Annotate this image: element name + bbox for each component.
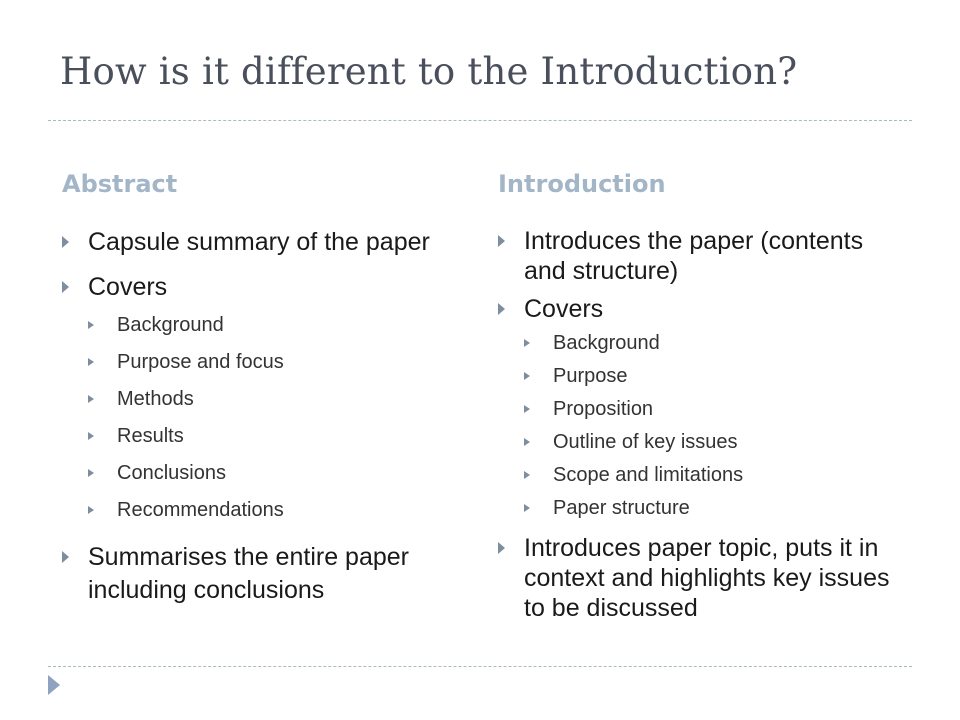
list-item: [498, 226, 908, 286]
bullet-triangle-icon: [524, 339, 530, 347]
introduction-bullet-list: [498, 226, 908, 623]
bullet-triangle-icon: [524, 504, 530, 512]
sub-list-item: [524, 426, 908, 459]
column-heading-abstract: Abstract: [62, 170, 178, 198]
bullet-triangle-icon: [524, 405, 530, 413]
bullet-triangle-icon: [88, 321, 94, 329]
sub-list-item: [524, 459, 908, 492]
abstract-sub-list: [88, 307, 472, 529]
bullet-triangle-icon: [524, 438, 530, 446]
title-divider: [48, 120, 912, 121]
bullet-triangle-icon: [498, 542, 505, 554]
footer-divider: [48, 666, 912, 667]
sub-list-item: [88, 418, 472, 455]
bullet-triangle-icon: [498, 303, 505, 315]
column-heading-introduction: Introduction: [498, 170, 666, 198]
list-item-text: Capsule summary of the paper: [88, 228, 430, 256]
abstract-bullet-list: [62, 226, 472, 607]
bullet-triangle-icon: [524, 372, 530, 380]
list-item-text: Introduces the paper (contents and structure): [524, 227, 864, 285]
triangle-right-icon: [48, 675, 60, 695]
sub-list-item: [88, 381, 472, 418]
bullet-triangle-icon: [88, 395, 94, 403]
introduction-column: [498, 226, 908, 623]
sub-list-item-text: Methods: [117, 388, 194, 410]
bullet-triangle-icon: [88, 506, 94, 514]
sub-list-item: [524, 492, 908, 525]
sub-list-item-text: Conclusions: [117, 462, 226, 484]
bullet-triangle-icon: [62, 551, 69, 563]
sub-list-item-text: Purpose and focus: [117, 351, 284, 373]
introduction-sub-list: [524, 327, 908, 525]
bullet-triangle-icon: [498, 235, 505, 247]
bullet-triangle-icon: [62, 281, 69, 293]
list-item: [498, 294, 908, 525]
list-item: [498, 533, 908, 623]
sub-list-item: [88, 492, 472, 529]
bullet-triangle-icon: [88, 469, 94, 477]
sub-list-item-text: Background: [553, 332, 660, 354]
sub-list-item: [524, 393, 908, 426]
bullet-triangle-icon: [88, 358, 94, 366]
sub-list-item: [88, 455, 472, 492]
abstract-column: [62, 226, 472, 607]
list-item: [62, 541, 472, 607]
sub-list-item-text: Results: [117, 425, 184, 447]
slide-title: How is it different to the Introduction?: [60, 50, 798, 93]
sub-list-item-text: Scope and limitations: [553, 464, 744, 486]
list-item-text: Introduces paper topic, puts it in context and highlights key issues to be discussed: [524, 534, 890, 622]
bullet-triangle-icon: [88, 432, 94, 440]
list-item-text: Covers: [524, 295, 604, 323]
bullet-triangle-icon: [62, 236, 69, 248]
bullet-triangle-icon: [524, 471, 530, 479]
sub-list-item-text: Paper structure: [553, 497, 690, 519]
sub-list-item: [88, 307, 472, 344]
sub-list-item: [88, 344, 472, 381]
sub-list-item: [524, 360, 908, 393]
list-item-text: Summarises the entire paper including conclusions: [88, 543, 409, 604]
list-item-text: Covers: [88, 273, 168, 301]
sub-list-item-text: Outline of key issues: [553, 431, 738, 453]
sub-list-item-text: Proposition: [553, 398, 654, 420]
sub-list-item-text: Recommendations: [117, 499, 284, 521]
sub-list-item-text: Background: [117, 314, 224, 336]
sub-list-item: [524, 327, 908, 360]
list-item: [62, 226, 472, 259]
sub-list-item-text: Purpose: [553, 365, 628, 387]
list-item: [62, 271, 472, 529]
